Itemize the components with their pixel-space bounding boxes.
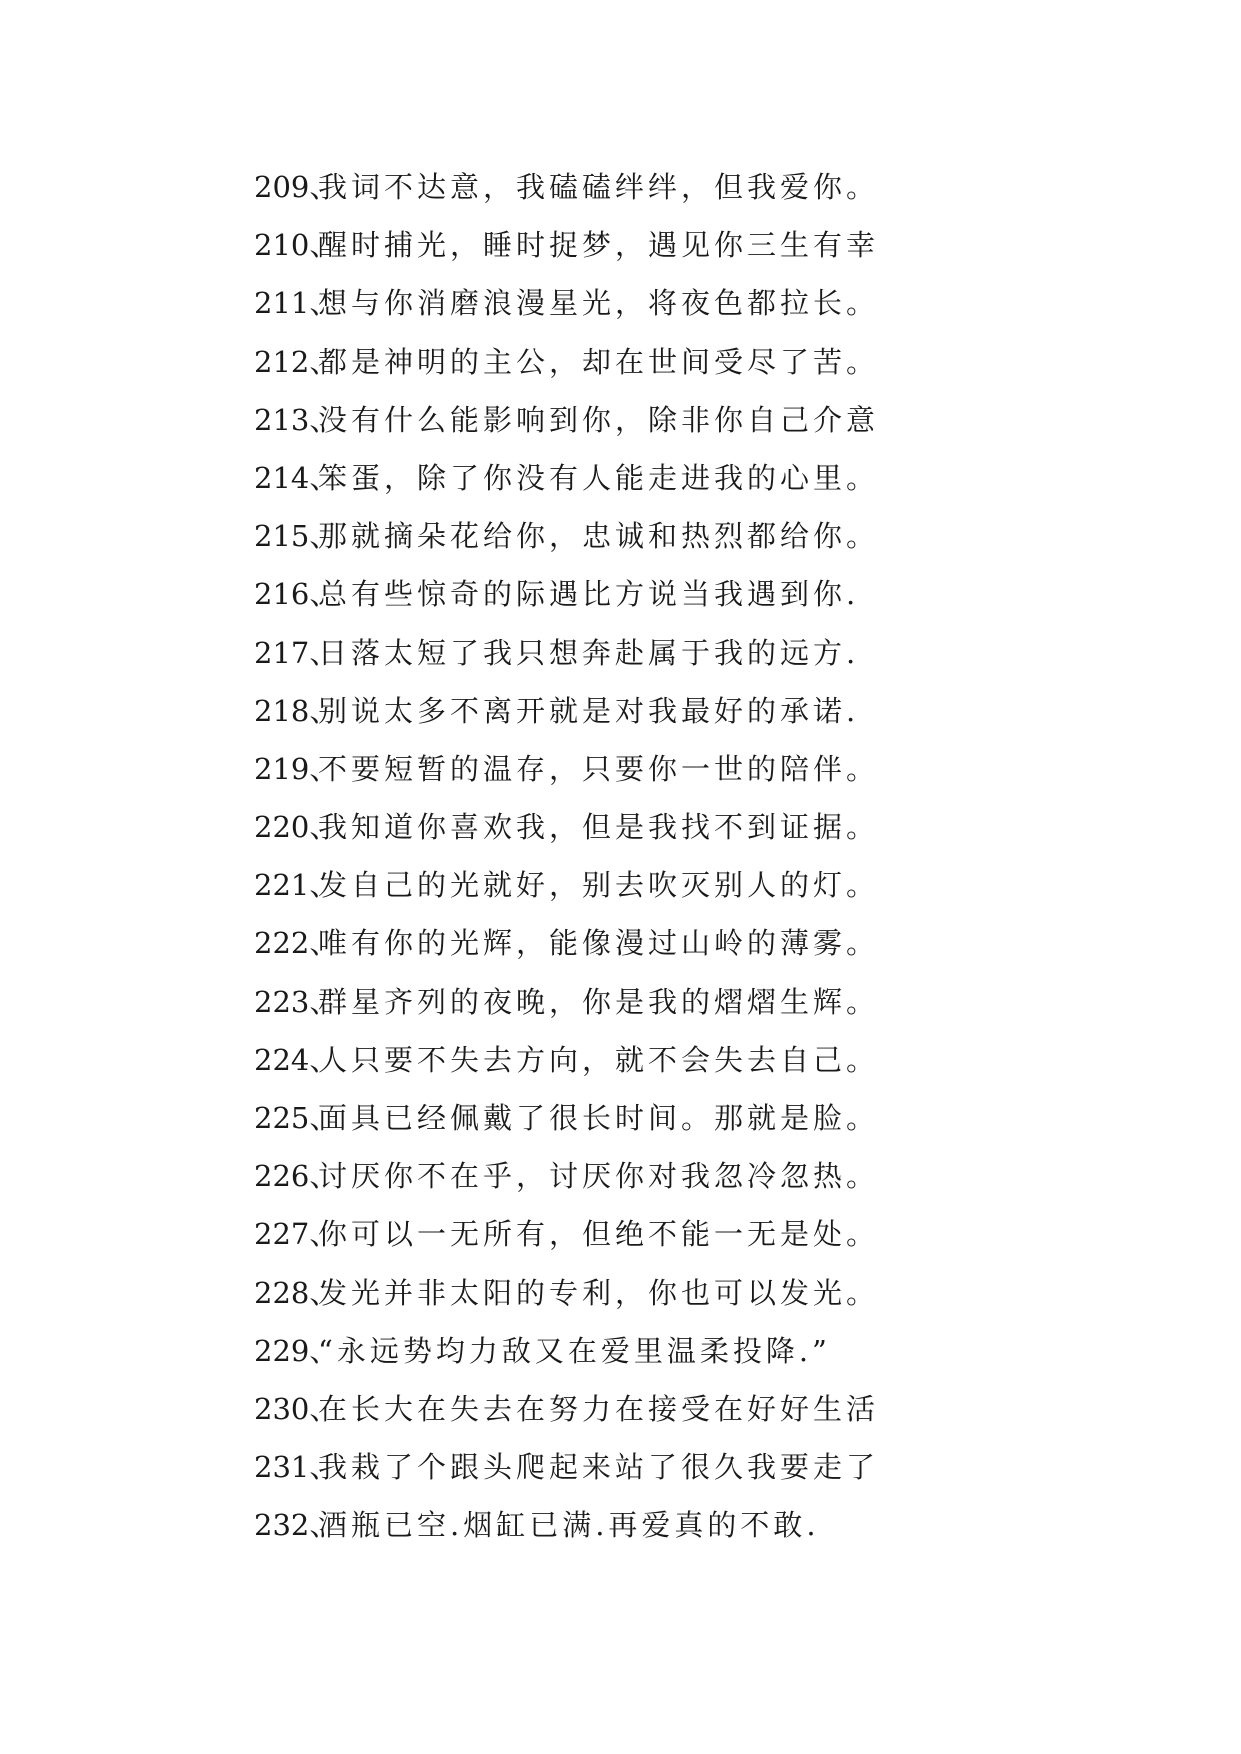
list-item <box>254 1270 954 1328</box>
item-text: 想与你消磨浪漫星光，将夜色都拉长。 <box>318 286 880 321</box>
item-text: 人只要不失去方向，就不会失去自己。 <box>318 1042 880 1077</box>
item-text: 笨蛋，除了你没有人能走进我的心里。 <box>318 460 880 495</box>
list-item <box>254 164 954 222</box>
list-item <box>254 1211 954 1269</box>
list-item <box>254 1386 954 1444</box>
item-text: 都是神明的主公，却在世间受尽了苦。 <box>318 344 880 379</box>
item-text: 唯有你的光辉，能像漫过山岭的薄雾。 <box>318 926 880 961</box>
item-number: 221、 <box>254 868 339 903</box>
item-number: 214、 <box>254 460 339 495</box>
item-number: 219、 <box>254 751 339 786</box>
item-number: 217、 <box>254 635 339 670</box>
item-text: 我词不达意，我磕磕绊绊，但我爱你。 <box>318 170 880 204</box>
item-text: “永远势均力敌又在爱里温柔投降.” <box>318 1333 831 1368</box>
item-number: 224、 <box>254 1042 339 1077</box>
list-item <box>254 455 954 513</box>
item-number: 223、 <box>254 984 339 1019</box>
list-item <box>254 339 954 397</box>
item-text: 群星齐列的夜晚，你是我的熠熠生辉。 <box>318 984 880 1019</box>
list-item <box>254 513 954 571</box>
item-text: 发自己的光就好，别去吹灭别人的灯。 <box>318 868 880 903</box>
item-number: 212、 <box>254 344 339 379</box>
item-number: 225、 <box>254 1101 339 1135</box>
list-item <box>254 920 954 978</box>
item-text: 总有些惊奇的际遇比方说当我遇到你. <box>318 577 860 612</box>
list-item <box>254 688 954 746</box>
item-text: 那就摘朵花给你，忠诚和热烈都给你。 <box>318 519 880 554</box>
item-text: 没有什么能影响到你，除非你自己介意 <box>318 402 880 437</box>
item-number: 228、 <box>254 1275 339 1310</box>
list-item <box>254 1444 954 1502</box>
item-number: 213、 <box>254 402 339 437</box>
list-item <box>254 397 954 455</box>
item-text: 不要短暂的温存，只要你一世的陪伴。 <box>318 751 880 786</box>
item-text: 讨厌你不在乎，讨厌你对我忽冷忽热。 <box>318 1159 880 1194</box>
quote-list <box>254 164 954 1561</box>
list-item <box>254 222 954 280</box>
item-number: 211、 <box>254 286 339 321</box>
item-number: 209、 <box>254 170 339 204</box>
item-number: 226、 <box>254 1159 339 1194</box>
list-item <box>254 1037 954 1095</box>
item-text: 酒瓶已空.烟缸已满.再爱真的不敢. <box>318 1508 820 1543</box>
list-item <box>254 804 954 862</box>
list-item <box>254 979 954 1037</box>
list-item <box>254 1328 954 1386</box>
item-number: 227、 <box>254 1217 339 1252</box>
item-text: 在长大在失去在努力在接受在好好生活 <box>318 1391 880 1426</box>
item-number: 232、 <box>254 1508 339 1543</box>
list-item <box>254 862 954 920</box>
item-number: 220、 <box>254 810 339 845</box>
list-item <box>254 1153 954 1211</box>
list-item <box>254 630 954 688</box>
list-item <box>254 280 954 338</box>
list-item <box>254 571 954 629</box>
item-number: 218、 <box>254 693 339 728</box>
item-text: 我知道你喜欢我，但是我找不到证据。 <box>318 810 880 845</box>
item-text: 发光并非太阳的专利，你也可以发光。 <box>318 1275 880 1310</box>
item-number: 215、 <box>254 519 339 554</box>
item-number: 230、 <box>254 1391 339 1426</box>
item-text: 醒时捕光，睡时捉梦，遇见你三生有幸 <box>318 228 880 263</box>
item-number: 231、 <box>254 1450 339 1485</box>
item-number: 216、 <box>254 577 339 612</box>
item-text: 面具已经佩戴了很长时间。那就是脸。 <box>318 1101 880 1135</box>
item-text: 我栽了个跟头爬起来站了很久我要走了 <box>318 1450 880 1485</box>
item-number: 210、 <box>254 228 339 263</box>
item-number: 229、 <box>254 1333 339 1368</box>
list-item <box>254 746 954 804</box>
list-item <box>254 1095 954 1153</box>
item-number: 222、 <box>254 926 339 961</box>
item-text: 你可以一无所有，但绝不能一无是处。 <box>318 1217 880 1252</box>
item-text: 别说太多不离开就是对我最好的承诺. <box>318 693 860 728</box>
list-item <box>254 1502 954 1560</box>
item-text: 日落太短了我只想奔赴属于我的远方. <box>318 635 860 670</box>
